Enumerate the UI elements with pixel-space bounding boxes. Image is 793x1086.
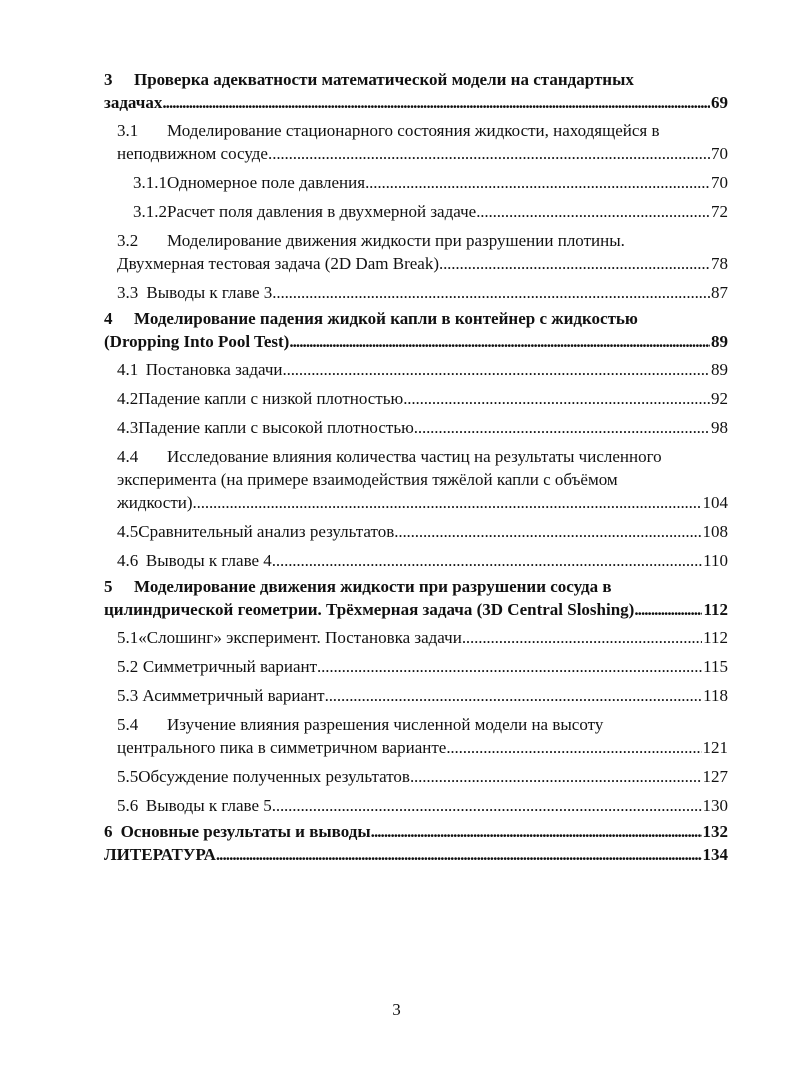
dot-leader	[414, 416, 710, 439]
toc-entry	[117, 684, 728, 707]
dot-leader	[272, 281, 710, 304]
toc-entry	[117, 229, 728, 275]
toc-entry	[104, 820, 728, 843]
toc-entry-last-line	[117, 549, 728, 572]
toc-entry-number: 5.2	[117, 657, 139, 676]
toc-entry-title-line	[117, 229, 728, 252]
dot-leader	[476, 200, 710, 223]
dot-leader	[403, 387, 710, 410]
toc-entry-last-line	[117, 520, 728, 543]
toc-entry-page: 78	[711, 254, 728, 273]
toc-entry-last-line	[133, 200, 728, 223]
toc-entry-page: 130	[702, 796, 728, 815]
toc-entry-last-line	[117, 794, 728, 817]
toc-entry-number: 4.5	[117, 522, 139, 541]
dot-leader	[325, 684, 703, 707]
toc-entry-title: Симметричный вариант	[142, 657, 318, 676]
toc-entry-page: 115	[703, 657, 728, 676]
toc-entry-title-line	[117, 713, 728, 736]
toc-entry	[117, 119, 728, 165]
toc-entry	[104, 307, 728, 353]
toc-entry-last-line	[117, 142, 728, 165]
toc-entry-page: 69	[711, 93, 728, 112]
toc-entry-last-line	[117, 252, 728, 275]
toc-entry-last-line	[104, 843, 728, 866]
toc-entry-page: 72	[711, 202, 728, 221]
toc-entry-title: эксперимента (на примере взаимодействия тяжёлой капли с объёмом	[117, 470, 618, 489]
toc-entry-last-line	[117, 358, 728, 381]
toc-entry-title: «Слошинг» эксперимент. Постановка задачи	[138, 628, 462, 647]
toc-entry-last-line	[104, 598, 728, 621]
toc-entry-title: Асимметричный вариант	[142, 686, 325, 705]
toc-entry-last-line	[117, 626, 728, 649]
toc-entry-page: 108	[702, 522, 728, 541]
toc-entry-last-line	[117, 765, 728, 788]
dot-leader	[272, 794, 702, 817]
toc-entry-number: 6	[104, 822, 113, 841]
page-number: 3	[392, 1000, 401, 1019]
toc-entry-page: 132	[702, 822, 728, 841]
dot-leader	[216, 843, 702, 866]
toc-entry-page: 127	[702, 767, 728, 786]
dot-leader	[162, 91, 710, 114]
toc-entry-number: 4.2	[117, 389, 139, 408]
toc-entry-title: жидкости)	[117, 493, 193, 512]
toc-entry-number: 5.4	[117, 715, 139, 734]
toc-entry-title: (Dropping Into Pool Test)	[104, 332, 290, 351]
toc-entry-title: Проверка адекватности математической модели на стандартных	[134, 70, 634, 89]
toc-entry	[117, 358, 728, 381]
toc-entry-number: 4.3	[117, 418, 139, 437]
toc-entry-title: Изучение влияния разрешения численной модели на высоту	[167, 715, 604, 734]
toc-entry-number: 4.6	[117, 551, 139, 570]
toc-entry	[117, 765, 728, 788]
toc-entry	[117, 655, 728, 678]
toc-entry	[117, 520, 728, 543]
dot-leader	[439, 252, 710, 275]
toc-entry-title-line	[104, 68, 728, 91]
toc-entry-title: Моделирование стационарного состояния жидкости, находящейся в	[167, 121, 660, 140]
toc-entry-title: Падение капли с низкой плотностью	[138, 389, 404, 408]
toc-entry	[117, 387, 728, 410]
toc-entry-title-line	[117, 119, 728, 142]
toc-entry-last-line	[117, 387, 728, 410]
dot-leader	[289, 330, 710, 353]
toc-entry-page: 134	[702, 845, 728, 864]
dot-leader	[193, 491, 702, 514]
toc-entry-title: Основные результаты и выводы	[120, 822, 371, 841]
toc-entry-title: Моделирование падения жидкой капли в контейнер с жидкостью	[134, 309, 638, 328]
toc-entry-last-line	[117, 684, 728, 707]
toc-entry-title-line	[104, 307, 728, 330]
toc-entry-number: 5.5	[117, 767, 139, 786]
dot-leader	[317, 655, 702, 678]
toc-entry-number: 3	[104, 70, 113, 89]
toc-entry-last-line	[117, 281, 728, 304]
toc-entry-number: 4.1	[117, 360, 139, 379]
dot-leader	[272, 549, 702, 572]
toc-entry-title: Постановка задачи	[145, 360, 283, 379]
toc-entry-title: Обсуждение полученных результатов	[138, 767, 410, 786]
dot-leader	[272, 142, 710, 165]
toc-entry-number: 4	[104, 309, 113, 328]
toc-entry-page: 112	[703, 600, 728, 619]
toc-entry-number: 5	[104, 577, 113, 596]
toc-entry-last-line	[117, 491, 728, 514]
toc-entry-page: 104	[702, 493, 728, 512]
toc-entry-page: 89	[711, 360, 728, 379]
toc-entry-page: 112	[703, 628, 728, 647]
toc-entry-page: 92	[711, 389, 728, 408]
toc-entry-title: ЛИТЕРАТУРА	[104, 845, 216, 864]
toc-entry-last-line	[117, 416, 728, 439]
toc-entry-title: Двухмерная тестовая задача (2D Dam Break)	[117, 254, 439, 273]
dot-leader	[394, 520, 701, 543]
toc-entry-title: неподвижном сосуде.	[117, 144, 273, 163]
dot-leader	[446, 736, 701, 759]
dot-leader	[634, 598, 702, 621]
toc-entry-page: 110	[703, 551, 728, 570]
toc-entry-last-line	[117, 655, 728, 678]
toc-entry-last-line	[117, 736, 728, 759]
toc-entry	[117, 549, 728, 572]
toc-entry-page: 87	[711, 283, 728, 302]
toc-entry-title: Моделирование движения жидкости при разрушении сосуда в	[134, 577, 612, 596]
toc-entry-last-line	[104, 91, 728, 114]
toc-entry-last-line	[104, 820, 728, 843]
toc-entry-page: 98	[711, 418, 728, 437]
toc-entry	[117, 445, 728, 514]
toc-entry-last-line	[133, 171, 728, 194]
toc-entry-page: 89	[711, 332, 728, 351]
dot-leader	[365, 171, 710, 194]
toc-entry	[133, 171, 728, 194]
toc-entry-title: цилиндрической геометрии. Трёхмерная задача (3D Central Sloshing)	[104, 600, 635, 619]
toc-entry-page: 118	[703, 686, 728, 705]
toc-entry-title: Одномерное поле давления	[167, 173, 366, 192]
toc-entry	[104, 843, 728, 866]
toc-entry-last-line	[104, 330, 728, 353]
toc-entry-number: 3.3	[117, 283, 139, 302]
toc-entry-title: Выводы к главе 4	[145, 551, 272, 570]
toc-entry-title: Сравнительный анализ результатов	[138, 522, 395, 541]
toc-entry-number: 5.1	[117, 628, 139, 647]
toc-entry-page: 70	[711, 144, 728, 163]
toc-entry-title: Выводы к главе 5	[145, 796, 272, 815]
toc-entry	[117, 626, 728, 649]
toc-entry-page: 121	[702, 738, 728, 757]
toc-entry-number: 3.1	[117, 121, 139, 140]
toc-entry	[104, 575, 728, 621]
toc-entry-title-line	[104, 575, 728, 598]
toc-entry	[133, 200, 728, 223]
toc-entry	[117, 416, 728, 439]
dot-leader	[283, 358, 711, 381]
toc-entry-title: Моделирование движения жидкости при разрушении плотины.	[167, 231, 625, 250]
table-of-contents	[104, 68, 728, 866]
toc-entry-number: 5.3	[117, 686, 139, 705]
toc-entry-page: 70	[711, 173, 728, 192]
toc-entry-number: 5.6	[117, 796, 139, 815]
toc-entry	[117, 281, 728, 304]
toc-entry-title: Выводы к главе 3	[146, 283, 273, 302]
toc-entry	[104, 68, 728, 114]
toc-entry	[117, 713, 728, 759]
toc-entry-title-line	[117, 468, 728, 491]
toc-entry-title: Падение капли с высокой плотностью	[138, 418, 414, 437]
toc-entry-number: 3.2	[117, 231, 139, 250]
toc-entry-number: 3.1.1	[133, 173, 167, 192]
toc-entry-title: Исследование влияния количества частиц на результаты численного	[167, 447, 662, 466]
dot-leader	[410, 765, 702, 788]
toc-entry-title: Расчет поля давления в двухмерной задаче	[167, 202, 477, 221]
toc-entry-title: центрального пика в симметричном варианте	[117, 738, 447, 757]
toc-entry-title: задачах	[104, 93, 163, 112]
toc-entry-title-line	[117, 445, 728, 468]
toc-entry-number: 4.4	[117, 447, 139, 466]
dot-leader	[371, 820, 702, 843]
toc-entry	[117, 794, 728, 817]
dot-leader	[462, 626, 702, 649]
toc-entry-number: 3.1.2	[133, 202, 167, 221]
